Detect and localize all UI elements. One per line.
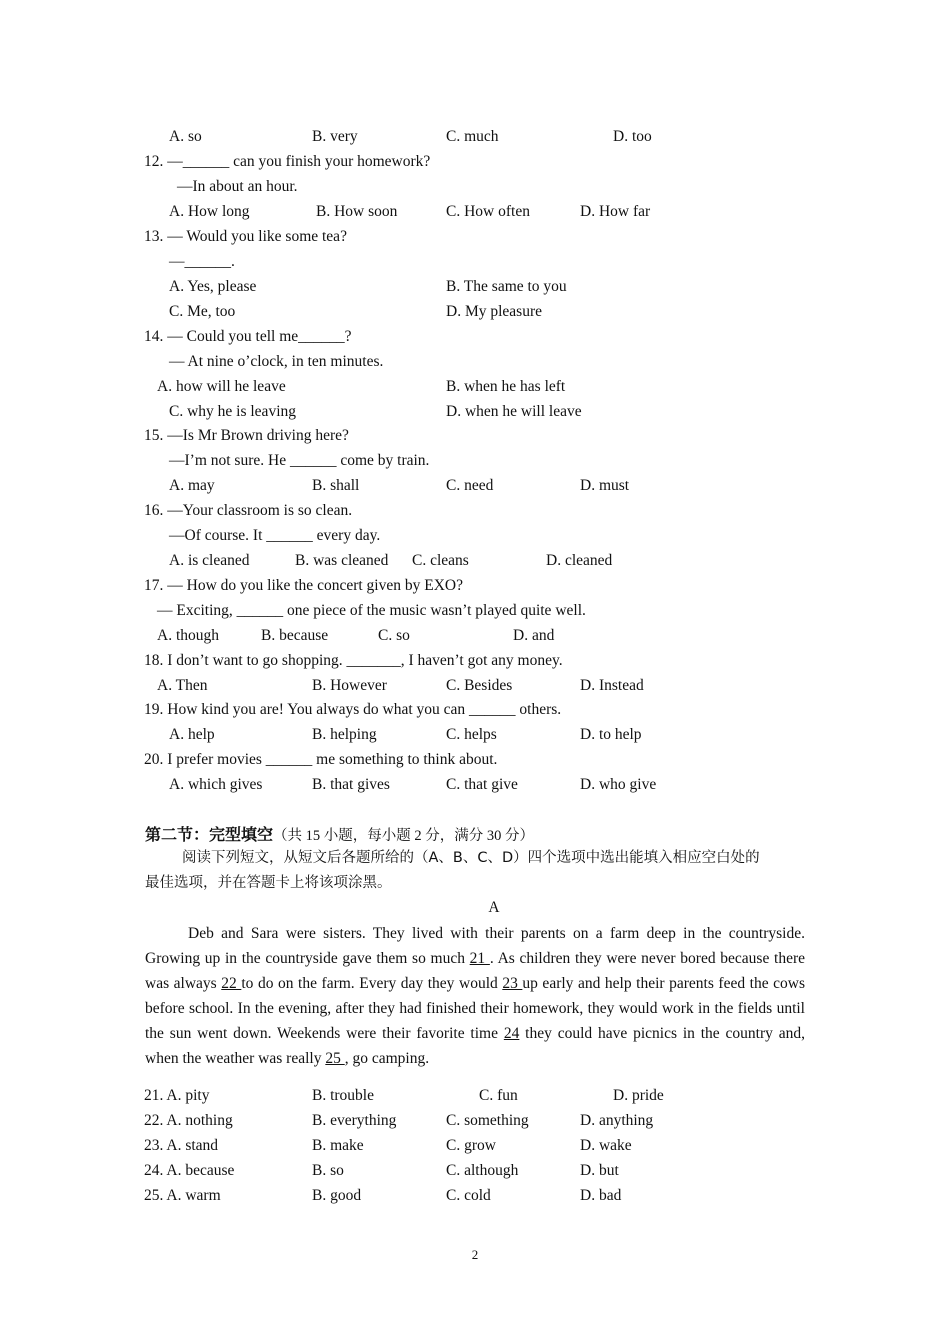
q18-stem: 18. I don’t want to go shopping. _______, I haven’t got any money. — [144, 652, 563, 669]
q18-option-c: C. Besides — [446, 677, 513, 694]
section-instructions-line2: 最佳选项，并在答题卡上将该项涂黑。 — [145, 875, 392, 891]
q18-option-d: D. Instead — [580, 677, 644, 694]
q18-option-b: B. However — [312, 677, 387, 694]
blank-23: 23 — [502, 975, 523, 992]
q24-option-d: D. but — [580, 1162, 619, 1179]
q21-option-b: B. trouble — [312, 1087, 374, 1104]
section-title-rest: （共 15 小题，每小题 2 分，满分 30 分） — [273, 828, 535, 844]
q12-reply: —In about an hour. — [177, 178, 298, 195]
passage-text-1: Deb and Sara were sisters. They lived with their parents on a farm deep in the countryside. Growing up in the countryside gave them so much — [145, 925, 805, 967]
q15-option-b: B. shall — [312, 477, 360, 494]
q15-option-a: A. may — [169, 477, 215, 494]
q22-option-d: D. anything — [580, 1112, 654, 1129]
q17-stem: 17. — How do you like the concert given by EXO? — [144, 577, 463, 594]
q17-option-d: D. and — [513, 627, 555, 644]
q12-option-d: D. How far — [580, 203, 651, 220]
q16-option-a: A. is cleaned — [169, 552, 250, 569]
passage-label: A — [488, 899, 500, 916]
q15-option-c: C. need — [446, 477, 494, 494]
q14-reply: — At nine o’clock, in ten minutes. — [169, 353, 384, 370]
blank-21: 21 — [469, 950, 490, 967]
passage-text-4: up early and help their parents feed the cows before school. In the evening, after they had finished their homework, they would work in the fields until the sun went down. Weekends were their favorite time — [145, 975, 806, 1042]
q24-option-b: B. so — [312, 1162, 344, 1179]
passage-text-6: , go camping. — [344, 1050, 430, 1067]
q17-option-b: B. because — [261, 627, 329, 644]
q12-option-a: A. How long — [169, 203, 250, 220]
q16-option-c: C. cleans — [412, 552, 469, 569]
page-number: 2 — [471, 1247, 479, 1262]
q23-option-c: C. grow — [446, 1137, 496, 1154]
q13-reply: —______. — [169, 253, 235, 270]
blank-24: 24 — [503, 1025, 520, 1042]
q24-option-c: C. although — [446, 1162, 519, 1179]
q19-option-c: C. helps — [446, 726, 497, 743]
q20-option-a: A. which gives — [169, 776, 263, 793]
passage-text-2: . As children they were never bored because there was always — [145, 950, 805, 992]
q12-option-b: B. How soon — [316, 203, 398, 220]
q23-option-b: B. make — [312, 1137, 364, 1154]
q14-option-d: D. when he will leave — [446, 403, 582, 420]
q22-option-c: C. something — [446, 1112, 529, 1129]
q23-option-d: D. wake — [580, 1137, 632, 1154]
q20-option-b: B. that gives — [312, 776, 390, 793]
blank-25: 25 — [325, 1050, 345, 1067]
q12-stem: 12. —______ can you finish your homework? — [144, 153, 431, 170]
q19-option-b: B. helping — [312, 726, 377, 743]
q18-option-a: A. Then — [157, 677, 208, 694]
q19-option-a: A. help — [169, 726, 215, 743]
section-title-main: 第二节：完型填空 — [145, 825, 274, 844]
q24-option-a: 24. A. because — [144, 1162, 235, 1179]
q19-option-d: D. to help — [580, 726, 642, 743]
q16-option-b: B. was cleaned — [295, 552, 389, 569]
section-instructions-line1: 阅读下列短文，从短文后各题所给的（A、B、C、D）四个选项中选出能填入相应空白处的 — [182, 850, 760, 866]
q11-option-a: A. so — [169, 128, 202, 145]
q20-option-d: D. who give — [580, 776, 657, 793]
q13-stem: 13. — Would you like some tea? — [144, 228, 347, 245]
q21-option-d: D. pride — [613, 1087, 664, 1104]
q25-option-b: B. good — [312, 1187, 362, 1204]
q19-stem: 19. How kind you are! You always do what you can ______ others. — [144, 701, 562, 718]
q17-reply: — Exciting, ______ one piece of the music wasn’t played quite well. — [157, 602, 586, 619]
q16-stem: 16. —Your classroom is so clean. — [144, 502, 353, 519]
q16-option-d: D. cleaned — [546, 552, 613, 569]
q20-stem: 20. I prefer movies ______ me something to think about. — [144, 751, 498, 768]
q14-option-c: C. why he is leaving — [169, 403, 296, 420]
q15-option-d: D. must — [580, 477, 630, 494]
q13-option-a: A. Yes, please — [169, 278, 257, 295]
q15-stem: 15. —Is Mr Brown driving here? — [144, 427, 349, 444]
q20-option-c: C. that give — [446, 776, 518, 793]
passage-text-3: to do on the farm. Every day they would — [241, 975, 503, 992]
q23-option-a: 23. A. stand — [144, 1137, 219, 1154]
q13-option-d: D. My pleasure — [446, 303, 542, 320]
q21-option-a: 21. A. pity — [144, 1087, 210, 1104]
q12-option-c: C. How often — [446, 203, 530, 220]
q21-option-c: C. fun — [479, 1087, 518, 1104]
q11-option-b: B. very — [312, 128, 358, 145]
blank-22: 22 — [221, 975, 242, 992]
q22-option-b: B. everything — [312, 1112, 397, 1129]
q25-option-d: D. bad — [580, 1187, 622, 1204]
section-title — [145, 822, 534, 845]
q17-option-a: A. though — [157, 627, 219, 644]
q22-option-a: 22. A. nothing — [144, 1112, 233, 1129]
q14-stem: 14. — Could you tell me______? — [144, 328, 352, 345]
q25-option-c: C. cold — [446, 1187, 491, 1204]
q17-option-c: C. so — [378, 627, 410, 644]
q13-option-b: B. The same to you — [446, 278, 567, 295]
passage-text-5: they could have picnics in the country and, when the weather was really — [145, 1025, 805, 1067]
q11-option-c: C. much — [446, 128, 499, 145]
q14-option-a: A. how will he leave — [157, 378, 286, 395]
q16-reply: —Of course. It ______ every day. — [169, 527, 381, 544]
q13-option-c: C. Me, too — [169, 303, 236, 320]
q11-option-d: D. too — [613, 128, 652, 145]
q14-option-b: B. when he has left — [446, 378, 566, 395]
q15-reply: —I’m not sure. He ______ come by train. — [169, 452, 430, 469]
passage — [145, 921, 805, 1071]
q25-option-a: 25. A. warm — [144, 1187, 221, 1204]
